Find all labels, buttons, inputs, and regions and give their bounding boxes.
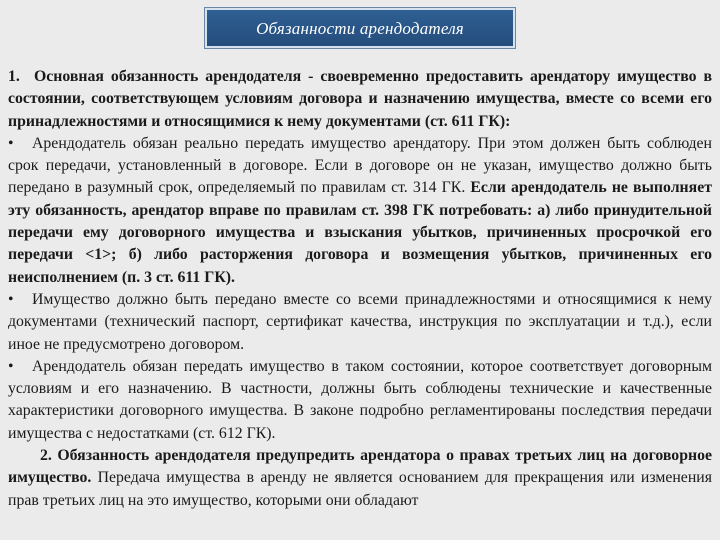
paragraph-5 xyxy=(8,445,712,512)
paragraph-2 xyxy=(8,133,712,289)
paragraph-1-text: Основная обязанность арендодателя - своевременно предоставить арендатору имущество в состоянии, соответствующем условиям договора и назначению имущества, вместе со всеми его принадлежностями и относящимися к нему документами (ст. 611 ГК): xyxy=(8,68,712,130)
document-body xyxy=(8,66,712,512)
paragraph-2-bold-text: Если арендодатель не выполняет эту обязанность, арендатор вправе по правилам ст. 398 ГК потребовать: а) либо принудительной передачи ему договорного имущества и взыскания убытков, причиненных просрочкой его передачи <1>; б) либо расторжения договора и возмещения убытков, причиненных его неисполнением (п. 3 ст. 611 ГК). xyxy=(8,179,712,286)
paragraph-4 xyxy=(8,356,712,445)
bullet-3: • xyxy=(8,357,14,375)
paragraph-3-text: Имущество должно быть передано вместе со всеми принадлежностями и относящимися к нему документами (технический паспорт, сертификат качества, инструкция по эксплуатации и т.д.), если иное не предусмотрено договором. xyxy=(8,290,712,353)
page-title: Обязанности арендодателя xyxy=(256,18,464,38)
paragraph-2-text: Арендодатель обязан реально передать имущество арендатору. При этом должен быть соблюден срок передачи, установленный в договоре. Если в договоре он не указан, имущество должно быть передано в разумный срок, определяемый по правилам ст. 314 ГК. xyxy=(8,134,712,197)
title-banner xyxy=(205,8,515,48)
paragraph-4-text: Арендодатель обязан передать имущество в таком состоянии, которое соответствует договорным условиям и его назначению. В частности, должны быть соблюдены технические и качественные характеристики договорного имущества. В законе подробно регламентированы последствия передачи имущества с недостатками (ст. 612 ГК). xyxy=(8,357,712,442)
bullet-1: • xyxy=(8,134,14,152)
paragraph-3 xyxy=(8,289,712,356)
paragraph-5-heading: 2. Обязанность арендодателя предупредить арендатора о правах третьих лиц на договорное имущество. xyxy=(8,447,712,487)
bullet-2: • xyxy=(8,290,14,308)
paragraph-1 xyxy=(8,66,712,133)
paragraph-1-number: 1. xyxy=(8,68,20,85)
paragraph-5-text: Передача имущества в аренду не является основанием для прекращения или изменения прав третьих лиц на это имущество, которыми они обладают xyxy=(8,469,712,509)
